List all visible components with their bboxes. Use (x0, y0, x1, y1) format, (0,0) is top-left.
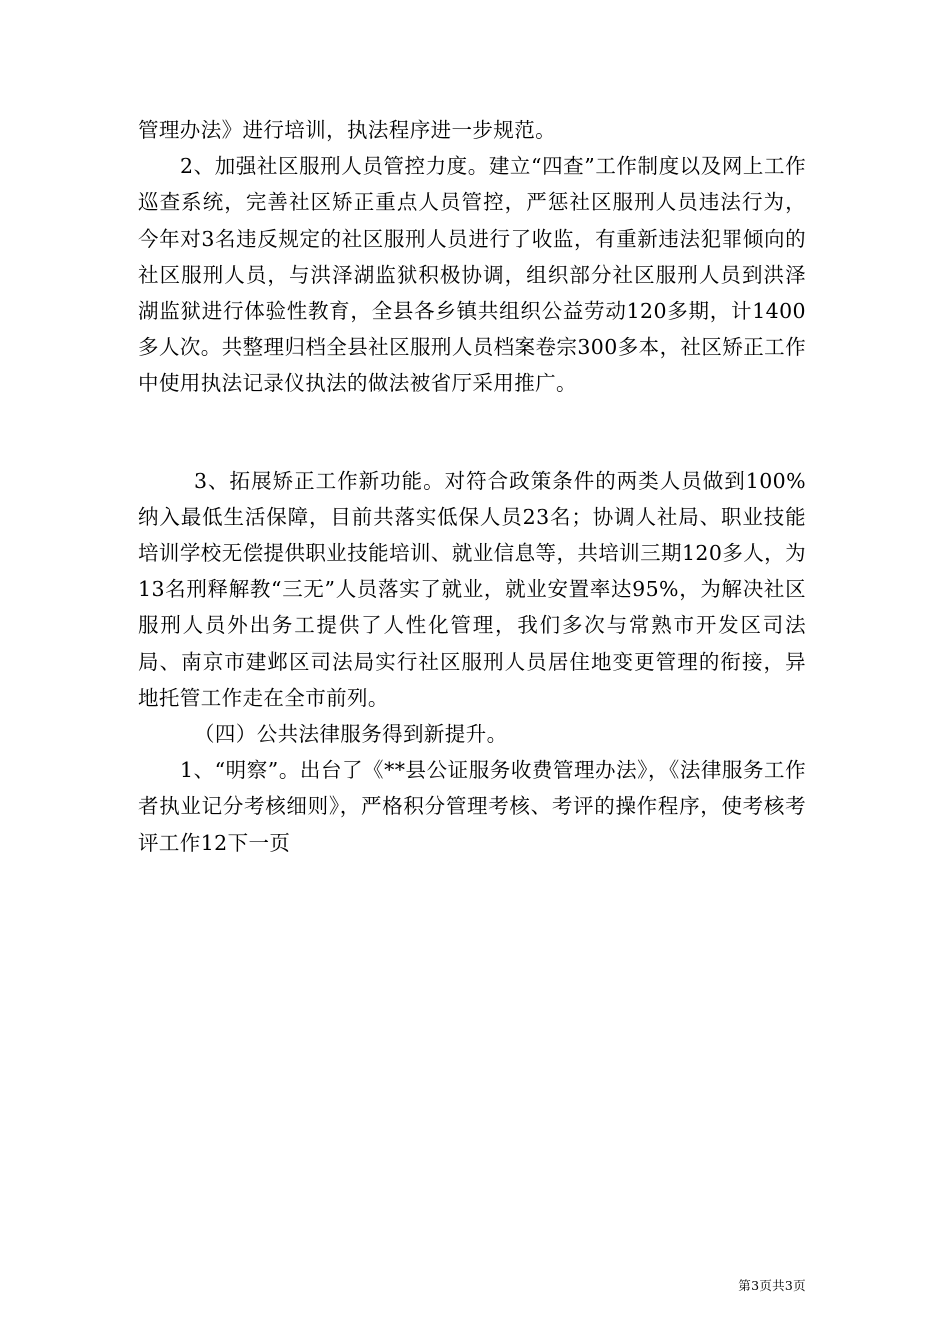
paragraph-section-4-1: 1、“明察”。出台了《**县公证服务收费管理办法》，《法律服务工作者执业记分考核细则》，严格积分管理考核、考评的操作程序，使考核考评工作12下一页 (138, 758, 806, 855)
paragraph-section-3: 3、拓展矫正工作新功能。对符合政策条件的两类人员做到100%纳入最低生活保障，目前共落实低保人员23名；协调人社局、职业技能培训学校无偿提供职业技能培训、就业信息等，共培训三期120多人，为13名刑释解教“三无”人员落实了就业，就业安置率达95%，为解决社区服刑人员外出务工提供了人性化管理，我们多次与常熟市开发区司法局、南京市建邺区司法局实行社区服刑人员居住地变更管理的衔接，异地托管工作走在全市前列。 (138, 468, 806, 710)
paragraph-section-2: 2、加强社区服刑人员管控力度。建立“四查”工作制度以及网上工作巡查系统，完善社区矫正重点人员管控，严惩社区服刑人员违法行为，今年对3名违反规定的社区服刑人员进行了收监，有重新违法犯罪倾向的社区服刑人员，与洪泽湖监狱积极协调，组织部分社区服刑人员到洪泽湖监狱进行体验性教育，全县各乡镇共组织公益劳动120多期，计1400多人次。共整理归档全县社区服刑人员档案卷宗300多本，社区矫正工作中使用执法记录仪执法的做法被省厅采用推广。 (138, 154, 806, 396)
paragraph-continuation: 管理办法》进行培训，执法程序进一步规范。 (138, 118, 556, 142)
section-heading-4: （四）公共法律服务得到新提升。 (194, 722, 508, 747)
page-number: 第3页共3页 (738, 1278, 806, 1293)
paragraph-spacer (138, 402, 806, 463)
document-body (138, 112, 806, 861)
